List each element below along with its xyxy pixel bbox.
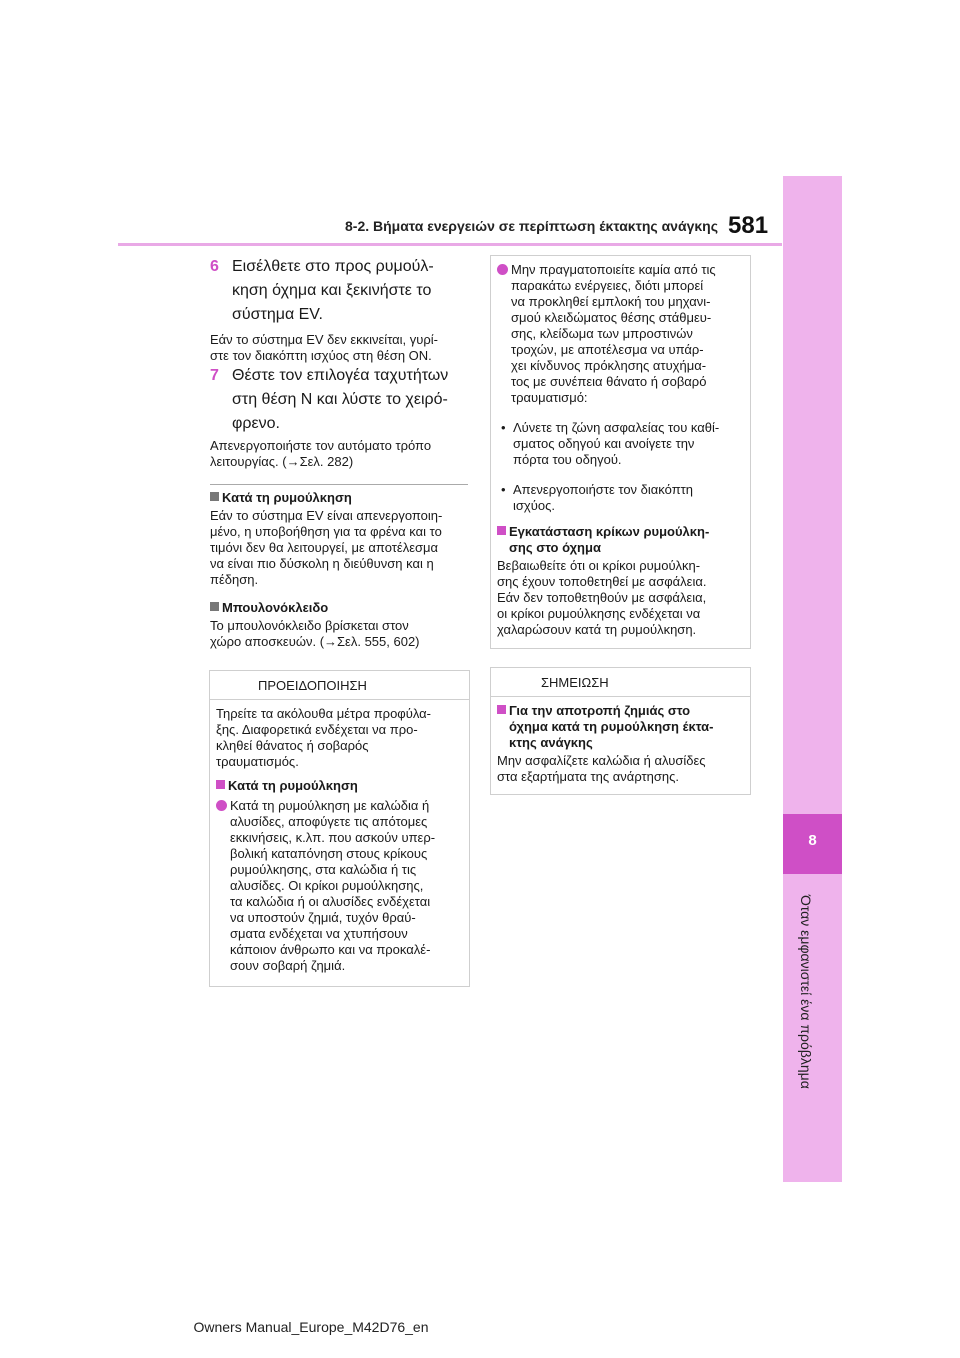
note-subtitle: Για την αποτροπή ζημιάς στο όχημα κατά τη ρυμούλκηση έκτα- κτης ανάγκης — [497, 703, 744, 751]
body-line: Εάν δεν τοποθετηθούν με ασφάλεια, — [497, 590, 707, 605]
round-bullet-icon — [497, 264, 508, 275]
step-7-note — [210, 438, 472, 470]
body-line: κάποιον άνθρωπο και να προκαλέ- — [230, 942, 431, 957]
square-bullet-icon — [210, 602, 219, 611]
body-line: σματα ενδέχεται να χτυπήσουν — [230, 926, 408, 941]
body-line: Μην ασφαλίζετε καλώδια ή αλυσίδες — [497, 753, 706, 768]
step-6-note — [210, 332, 472, 364]
towing-title: Κατά τη ρυμούλκηση — [210, 490, 472, 506]
step-6 — [210, 255, 472, 327]
square-bullet-icon — [497, 526, 506, 535]
body-line: τραυματισμό: — [511, 390, 588, 405]
note-header — [491, 668, 750, 697]
square-bullet-icon — [497, 705, 506, 714]
header-rule — [118, 243, 782, 246]
body-line: να υποστούν ζημιά, τυχόν θραύ- — [230, 910, 416, 925]
page-number: 581 — [728, 212, 769, 239]
step-text-line: σύστημα EV. — [232, 306, 323, 323]
body-line: αλυσίδες. Οι κρίκοι ρυμούλκησης, — [230, 878, 424, 893]
towing-info — [210, 490, 472, 588]
body-line: σουν σοβαρή ζημιά. — [230, 958, 346, 973]
body-line: εκκινήσεις, κ.λπ. που ασκούν υπερ- — [230, 830, 436, 845]
body-line: στα εξαρτήματα της ανάρτησης. — [497, 769, 680, 784]
warning-bullet: Κατά τη ρυμούλκηση με καλώδια ή αλυσίδες, αποφύγετε τις απότομες εκκινήσεις, κ.λπ. που ασκούν υπερ- βολική καταπόνηση στους κρίκους ρυμούλκησης, στα καλώδια ή τις αλυσίδες. Οι κρίκοι ρυμούλκησης, τα καλώδια ή οι αλυσίδες ενδέχεται να υποστούν ζημιά, τυχόν θραύ- σματα ενδέχεται να χτυπήσουν κάποιον άνθρωπο και να προκαλέ- σουν σοβαρή ζημιά. — [216, 798, 463, 974]
warning-heading: ΠΡΟΕΙΔΟΠΟΙΗΣΗ — [258, 678, 367, 693]
step-text-line: Εισέλθετε στο προς ρυμούλ- — [232, 258, 434, 275]
body-line: Τηρείτε τα ακόλουθα μέτρα προφύλα- — [216, 706, 431, 721]
body-line: σης, κλείδωμα των μπροστινών — [511, 326, 693, 341]
chapter-number: 8 — [808, 832, 817, 849]
body-line: τιμόνι δεν θα λειτουργεί, με αποτέλεσμα — [210, 540, 439, 555]
warning-header — [210, 671, 469, 700]
note-line: Απενεργοποιήστε τον αυτόματο τρόπο — [210, 438, 432, 453]
note-line: Εάν το σύστημα EV δεν εκκινείται, γυρί- — [210, 332, 438, 347]
list-item: • Απενεργοποιήστε τον διακόπτη ισχύος. — [497, 482, 744, 514]
note-line: λειτουργίας. (→Σελ. 282) — [210, 454, 354, 469]
square-bullet-icon — [210, 492, 219, 501]
body-line: χώρο αποσκευών. (→Σελ. 555, 602) — [210, 634, 420, 649]
step-text-line: Θέστε τον επιλογέα ταχυτήτων — [232, 367, 449, 384]
body-line: πέδηση. — [210, 572, 259, 587]
warning-continuation-box — [490, 255, 751, 649]
warning-box — [209, 670, 470, 987]
chapter-title: Όταν εμφανιστεί ένα πρόβλημα — [798, 895, 814, 1089]
warning-bullet: Μην πραγματοποιείτε καμία από τις παρακάτω ενέργειες, διότι μπορεί να προκληθεί εμπλοκή του μηχανι- σμού κλειδώματος θέσης στάθμευ- σης, κλείδωμα των μπροστινών τροχών, με αποτέλεσμα να υπάρ- χει κίνδυνος πρόκλησης ατυχήμα- τος με συνέπεια θάνατο ή σοβαρό τραυματισμό: — [497, 262, 744, 406]
body-line: Βεβαιωθείτε ότι οι κρίκοι ρυμούλκη- — [497, 558, 701, 573]
note-heading: ΣΗΜΕΙΩΣΗ — [541, 675, 609, 690]
note-box — [490, 667, 751, 795]
warning-subtitle: Εγκατάσταση κρίκων ρυμούλκη- σης στο όχημα — [497, 524, 744, 556]
body-line: ρυμούλκησης, στα καλώδια ή τις — [230, 862, 417, 877]
wrench-title: Μπουλονόκλειδο — [210, 600, 472, 616]
body-line: σης έχουν τοποθετηθεί με ασφάλεια. — [497, 574, 707, 589]
body-line: οι κρίκοι ρυμούλκησης ενδέχεται να — [497, 606, 701, 621]
wrench-info — [210, 600, 472, 650]
body-line: να προκληθεί εμπλοκή του μηχανι- — [511, 294, 711, 309]
step-text-line: φρενο. — [232, 415, 280, 432]
body-line: κληθεί θάνατος ή σοβαρός — [216, 738, 369, 753]
body-line: αλυσίδες, αποφύγετε τις απότομες — [230, 814, 428, 829]
step-number: 7 — [210, 367, 219, 384]
step-text-line: στη θέση N και λύστε το χειρό- — [232, 391, 448, 408]
list-item: • Λύνετε τη ζώνη ασφαλείας του καθί- σματος οδηγού και ανοίγετε την πόρτα του οδηγού. — [497, 420, 744, 468]
body-line: σμού κλειδώματος θέσης στάθμευ- — [511, 310, 712, 325]
body-line: Εάν το σύστημα EV είναι απενεργοποιη- — [210, 508, 443, 523]
body-line: χει κίνδυνος πρόκλησης ατυχήμα- — [511, 358, 707, 373]
step-text-line: κηση όχημα και ξεκινήστε το — [232, 282, 432, 299]
body-line: τος με συνέπεια θάνατο ή σοβαρό — [511, 374, 707, 389]
section-divider — [210, 484, 468, 485]
section-title: 8-2. Βήματα ενεργειών σε περίπτωση έκτακτης ανάγκης — [345, 218, 718, 234]
step-7 — [210, 364, 472, 436]
footer-text: Owners Manual_Europe_M42D76_en — [193, 1319, 429, 1335]
body-line: παρακάτω ενέργειες, διότι μπορεί — [511, 278, 704, 293]
body-line: μένο, η υποβοήθηση για τα φρένα και το — [210, 524, 442, 539]
warning-subtitle: Κατά τη ρυμούλκηση — [216, 778, 463, 794]
body-line: τροχών, με αποτέλεσμα να υπάρ- — [511, 342, 704, 357]
body-line: βολική καταπόνηση στους κρίκους — [230, 846, 428, 861]
step-number: 6 — [210, 258, 219, 275]
body-line: τραυματισμός. — [216, 754, 299, 769]
square-bullet-icon — [216, 780, 225, 789]
body-line: να είναι πιο δύσκολη η διεύθυνση και η — [210, 556, 434, 571]
round-bullet-icon — [216, 800, 227, 811]
body-line: ξης. Διαφορετικά ενδέχεται να προ- — [216, 722, 418, 737]
body-line: Το μπουλονόκλειδο βρίσκεται στον — [210, 618, 409, 633]
note-line: στε τον διακόπτη ισχύος στη θέση ON. — [210, 348, 432, 363]
body-line: χαλαρώσουν κατά τη ρυμούλκηση. — [497, 622, 697, 637]
body-line: τα καλώδια ή οι αλυσίδες ενδέχεται — [230, 894, 431, 909]
